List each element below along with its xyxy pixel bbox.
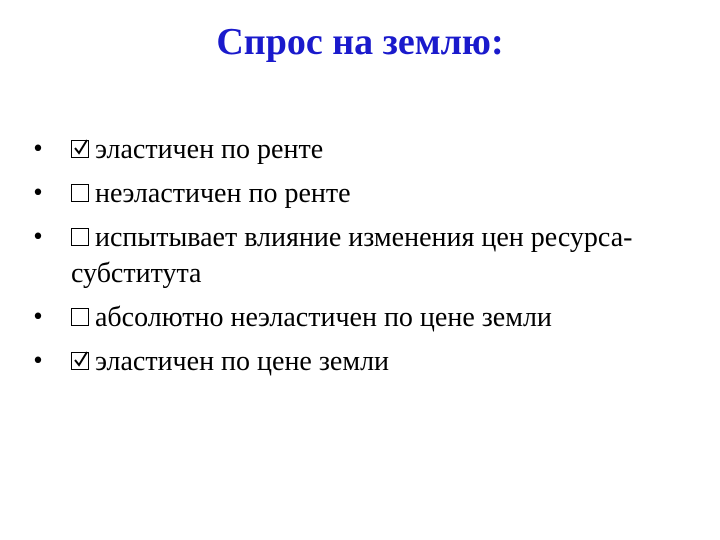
item-text: испытывает влияние изменения цен ресурса-субститута — [71, 222, 633, 289]
bullet-icon: • — [31, 181, 45, 206]
list-item-5 — [30, 344, 700, 380]
list-item-4 — [30, 300, 700, 336]
item-text: неэластичен по ренте — [95, 178, 351, 209]
item-text: абсолютно неэластичен по цене земли — [95, 302, 552, 333]
check-mark-icon — [73, 350, 89, 368]
slide-title: Спрос на землю: — [216, 21, 504, 63]
list-item-1 — [30, 132, 700, 168]
bullet-icon: • — [31, 305, 45, 330]
bullet-icon: • — [31, 349, 45, 374]
list-item-3 — [30, 220, 700, 292]
item-text: эластичен по цене земли — [95, 346, 390, 377]
checkbox-checked-icon — [71, 140, 89, 158]
check-mark-icon — [73, 138, 89, 156]
checkbox-empty-icon — [71, 308, 89, 326]
item-text: эластичен по ренте — [95, 134, 324, 165]
checkbox-empty-icon — [71, 228, 89, 246]
checkbox-checked-icon — [71, 352, 89, 370]
bullet-list — [30, 132, 700, 388]
bullet-icon: • — [31, 137, 45, 162]
list-item-2 — [30, 176, 700, 212]
bullet-icon: • — [31, 225, 45, 250]
checkbox-empty-icon — [71, 184, 89, 202]
